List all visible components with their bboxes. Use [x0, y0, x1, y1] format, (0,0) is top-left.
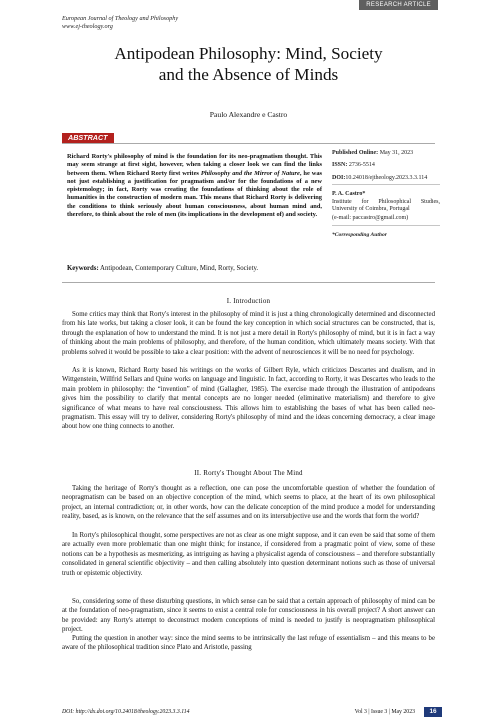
footer-volume: Vol 3 | Issue 3 | May 2023: [354, 709, 415, 715]
intro-paragraph-2: As it is known, Richard Rorty based his writings on the works of Gilbert Ryle, which criticizes Descartes and dualism, and in Wittgenstein, Willfrid Sellars and Quine works on language and linguistic. In fact, according to Rorty, it was Descartes who leads to the main problem in philosophy: the “invention” of mind (Gallagher, 1985). The exercise made through the illustration of antipodeans gives him the possibility to clarify that mental concepts are no longer needed (eliminative materialism) and therefore to give significance of what means to have real consciousness. This allows him to establishing the bases of what has been called neo-pragmatism. This essay will try to deliver, considering Rorty's philosophy of mind and the ideas concerning democracy, a clear image about how one thing connects to another.: [62, 367, 435, 431]
keywords-divider: [62, 282, 435, 283]
section-heading-introduction: I. Introduction: [226, 297, 271, 305]
intro-paragraph-1: Some critics may think that Rorty's interest in the philosophy of mind it is just a thing chronologically determined and disconnected from his late works, but taking a closer look, it can be found the key conception in which social structures can be constructed, that is, through the explanation of how to understand the mind. It is not just a mere detail in Rorty's philosophy of mind, but it is in fact a way of thinking about the main problems of philosophy, and therefore, of the human condition, which ultimately means society. With that problems solved it would be possible to take a clear position: with the advent of neurosciences it will be no need for psychology.: [62, 311, 435, 356]
abstract-label: ABSTRACT: [62, 133, 114, 143]
title-line-2: and the Absence of Minds: [158, 65, 339, 84]
title-line-1: Antipodean Philosophy: Mind, Society: [114, 44, 383, 63]
section-heading-rorty-thought: II. Rorty's Thought About The Mind: [194, 469, 303, 477]
journal-website: www.ej-theology.org: [62, 23, 113, 30]
corresponding-note: *Corresponding Author: [332, 231, 387, 238]
abstract-part-1: Richard Rorty's philosophy of mind is the foundation for its neo-pragmatism thought. This may seem strange at first sight, however, when taking a closer look we can find the links between them. When Richard Rorty first writes: [67, 153, 322, 177]
article-type-badge: RESEARCH ARTICLE: [359, 0, 438, 10]
abstract-text: [67, 153, 322, 219]
author-email: (e-mail: paccastro@gmail.com): [332, 215, 409, 222]
journal-name: European Journal of Theology and Philosophy: [62, 15, 179, 22]
abstract-band: [62, 133, 435, 144]
doi: DOI:10.24018/ejtheology.2023.3.3.114: [332, 174, 428, 181]
section2-paragraph-2: In Rorty's philosophical thought, some perspectives are not as clear as one might suppose, and it can even be said that some of them are actually even more problematic than one might think; for instance, if considered from a pragmatic point of view, some of these notions can be a hypothesis as mesmerizing, as intriguing as having a physicalist agenda of consciousness – and therefore substantially consolidated in general scientific objectivity – and then calling absolutely into question determinant notions such as those of universal truth or epistemic objectivity.: [62, 532, 435, 577]
keywords-label: Keywords:: [67, 265, 99, 272]
article-info-sidebar: [332, 150, 440, 239]
footer-doi: DOI: http://dx.doi.org/10.24018/theology.2023.3.3.114: [62, 709, 190, 715]
issn: ISSN: 2736-5514: [332, 162, 375, 169]
author-name: Paulo Alexandre e Castro: [209, 110, 288, 119]
journal-header: [62, 15, 178, 31]
sidebar-divider: [332, 184, 440, 185]
corresponding-author-name: P. A. Castro*: [332, 191, 366, 198]
article-title: [62, 43, 435, 85]
keywords: [67, 265, 367, 272]
published-online: Published Online: May 31, 2023: [332, 150, 414, 156]
section2-paragraph-1: Taking the heritage of Rorty's thought as a reflection, one can pose the uncomfortable question of whether the foundation of neopragmatism can be based on an objective conception of the mind, which seems to place, at the heart of its own philosophical project, an internal contradiction; or, in other words, how can the delicate conception of the mind produce a model for understanding reality, based, as is known, on the relevance that the self assumes and on its intersubjective use and the words that form the world?: [62, 485, 435, 521]
section2-paragraph-3: So, considering some of these disturbing questions, in which sense can be said that a certain approach of philosophy of mind can be at the foundation of neo-pragmatism, since it seems to exist a central role for consciousness in his overall project? A short answer can be provided: any Rorty's attempt to deconstruct modern conceptions of mind is needed to justify is neopragmatism philosophical project.: [62, 598, 435, 634]
abstract-part-2: , he was not just establishing a justification for pragmatism and/or for the foundations of a new epistemology; in fact, Rorty was creating the foundations of thinking about the role of humanities in the construction of modern man. This means that Richard Rorty is delivering the conditions to think seriously about human consciousness, about human mind and, therefore, to think about the role of men (its implications in the development of) and society.: [67, 169, 323, 218]
abstract-book-title: Philosophy and the Mirror of Nature: [200, 169, 300, 177]
keywords-value: Antipodean, Contemporary Culture, Mind, Rorty, Society.: [100, 265, 259, 272]
section2-paragraph-4: Putting the question in another way: since the mind seems to be intrinsically the last refuge of essentialism – and this means to be aware of the philosophical tradition since Plato and Aristotle, passing: [62, 635, 435, 652]
page-number: 16: [424, 707, 442, 717]
author-affiliation: Institute for Philosophical Studies, University of Coimbra, Portugal: [332, 198, 440, 213]
sidebar-divider-2: [332, 225, 440, 226]
